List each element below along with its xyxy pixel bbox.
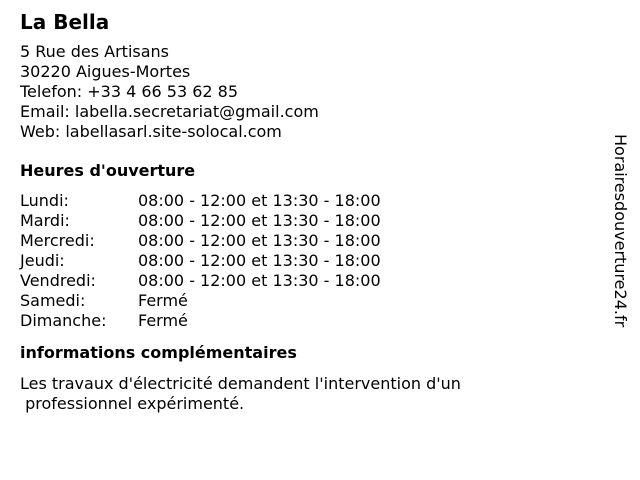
hours-row-thursday: [20, 251, 381, 271]
additional-info-heading: informations complémentaires: [20, 343, 297, 362]
watermark-site-name: Horairesdouverture24.fr: [611, 134, 630, 328]
hours-row-sunday: [20, 311, 381, 331]
hours-time-value: Fermé: [138, 311, 188, 330]
hours-time-value: 08:00 - 12:00 et 13:30 - 18:00: [138, 251, 381, 270]
hours-row-wednesday: [20, 231, 381, 251]
address-street: 5 Rue des Artisans: [20, 42, 170, 61]
address-city: 30220 Aigues-Mortes: [20, 62, 191, 81]
business-card: [20, 10, 600, 414]
additional-info-line: Les travaux d'électricité demandent l'intervention d'un: [20, 374, 461, 393]
hours-row-friday: [20, 271, 381, 291]
hours-row-monday: [20, 191, 381, 211]
hours-time-value: 08:00 - 12:00 et 13:30 - 18:00: [138, 211, 381, 230]
business-name: La Bella: [20, 10, 110, 34]
opening-hours-table: [20, 191, 381, 331]
contact-block: [20, 42, 600, 142]
hours-day-label: Dimanche:: [20, 311, 107, 330]
hours-day-label: Jeudi:: [20, 251, 65, 270]
additional-info-text: [20, 374, 600, 414]
hours-time-value: 08:00 - 12:00 et 13:30 - 18:00: [138, 271, 381, 290]
web-line: Web: labellasarl.site-solocal.com: [20, 122, 282, 141]
phone-line: Telefon: +33 4 66 53 62 85: [20, 82, 239, 101]
hours-row-tuesday: [20, 211, 381, 231]
hours-time-value: 08:00 - 12:00 et 13:30 - 18:00: [138, 191, 381, 210]
email-line: Email: labella.secretariat@gmail.com: [20, 102, 319, 121]
hours-day-label: Lundi:: [20, 191, 69, 210]
hours-day-label: Mercredi:: [20, 231, 95, 250]
hours-day-label: Samedi:: [20, 291, 86, 310]
hours-time-value: 08:00 - 12:00 et 13:30 - 18:00: [138, 231, 381, 250]
hours-day-label: Vendredi:: [20, 271, 96, 290]
hours-time-value: Fermé: [138, 291, 188, 310]
hours-row-saturday: [20, 291, 381, 311]
hours-day-label: Mardi:: [20, 211, 70, 230]
opening-hours-heading: Heures d'ouverture: [20, 161, 196, 180]
additional-info-line: professionnel expérimenté.: [20, 394, 245, 413]
